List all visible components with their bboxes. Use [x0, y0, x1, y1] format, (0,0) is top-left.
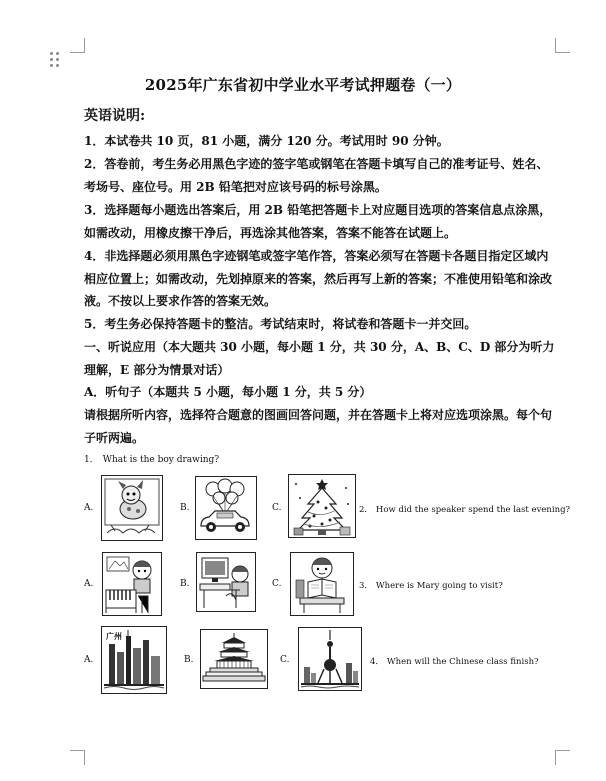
crop-mark-bottom-left	[70, 750, 85, 765]
crop-mark-top-right	[555, 38, 570, 53]
option-label[interactable]: C.	[272, 503, 282, 513]
question-text: Where is Mary going to visit?	[375, 581, 503, 591]
question-number: 2．	[359, 505, 373, 515]
dog-drawing-icon[interactable]	[101, 475, 163, 541]
option-label[interactable]: B.	[180, 579, 190, 589]
question-2	[359, 503, 570, 515]
question-3	[359, 579, 503, 591]
option-label[interactable]: A.	[84, 503, 94, 513]
option-label[interactable]: A.	[84, 655, 94, 665]
instruction-5: 5．考生务必保持答题卡的整洁。考试结束时，将试卷和答题卡一并交回。	[84, 317, 477, 331]
drag-handle-icon[interactable]	[50, 52, 60, 68]
tv-tower-icon[interactable]	[298, 627, 362, 691]
instruction-1: 1．本试卷共 10 页，81 小题，满分 120 分。考试用时 90 分钟。	[84, 134, 449, 148]
option-label[interactable]: B.	[184, 655, 194, 665]
instructions-heading: 英语说明:	[84, 108, 146, 124]
question-1	[84, 452, 219, 465]
part-a-heading: A．听句子（本题共 5 小题，每小题 1 分，共 5 分）	[84, 385, 372, 399]
instruction-3: 3．选择题每小题选出答案后，用 2B 铅笔把答题卡上对应题目选项的答案信息点涂黑，如需改动，用橡皮擦干净后，再选涂其他答案，答案不能答在试题上。	[84, 203, 552, 240]
question-4	[370, 655, 539, 667]
section-one-heading: 一、听说应用（本大题共 30 小题，每小题 1 分，共 30 分，A、B、C、D 部分为听力理解，E 部分为情景对话）	[84, 340, 555, 377]
option-label[interactable]: B.	[180, 503, 190, 513]
option-label[interactable]: C.	[280, 655, 290, 665]
boy-at-computer-icon[interactable]	[196, 552, 256, 612]
car-with-balloons-icon[interactable]	[195, 476, 257, 540]
question-text: When will the Chinese class finish?	[386, 657, 539, 667]
christmas-tree-icon[interactable]	[288, 474, 356, 538]
crop-mark-bottom-right	[555, 750, 570, 765]
question-number: 3．	[359, 581, 373, 591]
question-number: 1．	[84, 455, 99, 465]
temple-of-heaven-icon[interactable]	[200, 629, 268, 689]
boy-playing-piano-icon[interactable]	[102, 552, 162, 616]
document-title: 2025年广东省初中学业水平考试押题卷（一）	[144, 76, 462, 94]
question-number: 4．	[370, 657, 384, 667]
instruction-2: 2．答卷前，考生务必用黑色字迹的签字笔或钢笔在答题卡填写自己的准考证号、姓名、考场号、座位号。用 2B 铅笔把对应该号码的标号涂黑。	[84, 157, 549, 194]
crop-mark-top-left	[70, 38, 85, 53]
option-label[interactable]: A.	[84, 579, 94, 589]
option-label[interactable]: C.	[272, 579, 282, 589]
boy-reading-book-icon[interactable]	[290, 552, 354, 616]
instruction-4: 4．非选择题必须用黑色字迹钢笔或签字笔作答，答案必须写在答题卡各题目指定区域内相应位置上；如需改动，先划掉原来的答案，然后再写上新的答案；不准使用铅笔和涂改液。不按以上要求作答的答案无效。	[84, 249, 553, 309]
question-text: How did the speaker spend the last evening?	[375, 505, 571, 515]
part-a-directions: 请根据所听内容，选择符合题意的图画回答问题，并在答题卡上将对应选项涂黑。每个句子听两遍。	[84, 408, 553, 445]
question-text: What is the boy drawing?	[102, 455, 220, 465]
city-label: 广州	[106, 631, 122, 641]
